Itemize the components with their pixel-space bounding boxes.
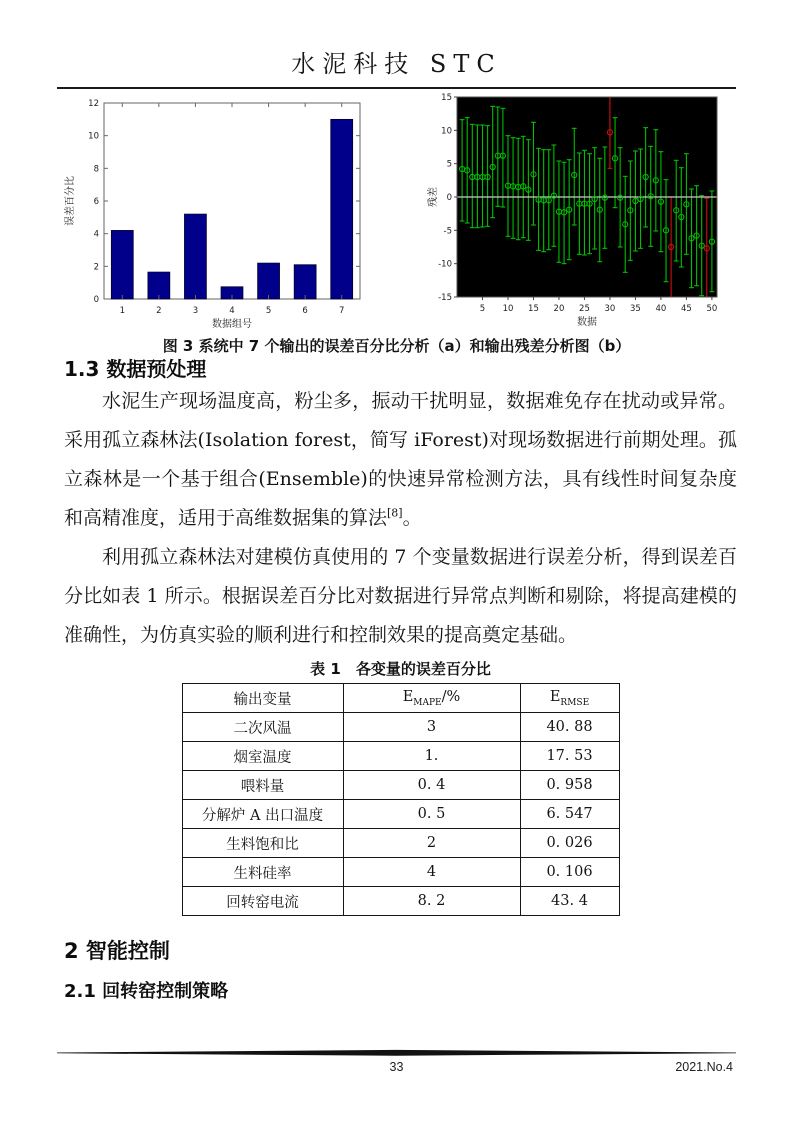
y-tick-label: 8 <box>93 164 99 175</box>
col-header-emape <box>343 684 520 713</box>
x-tick-label: 10 <box>502 304 514 314</box>
paragraph-1-tail: 。 <box>402 507 422 529</box>
bar <box>294 265 316 299</box>
ermse-cell: 40. 88 <box>520 713 619 742</box>
output-variable-cell: 喂料量 <box>182 771 343 800</box>
emape-cell: 4 <box>343 858 520 887</box>
x-tick-label: 35 <box>630 304 641 314</box>
x-tick-label: 25 <box>579 304 590 314</box>
journal-title: 水泥科技 STC <box>291 50 502 78</box>
citation-ref-8: [8] <box>387 506 403 520</box>
ermse-cell: 0. 106 <box>520 858 619 887</box>
y-tick-label: -5 <box>443 226 452 237</box>
emape-cell: 3 <box>343 713 520 742</box>
emape-base: E <box>402 688 414 705</box>
bar <box>184 214 206 299</box>
output-variable-cell: 烟室温度 <box>182 742 343 771</box>
body-content <box>64 356 737 1004</box>
bar <box>111 230 133 299</box>
y-tick-label: 6 <box>93 197 99 207</box>
output-variable-cell: 回转窑电流 <box>182 887 343 916</box>
x-tick-label: 40 <box>655 304 667 314</box>
bar <box>258 263 280 299</box>
page-number: 33 <box>389 1060 404 1074</box>
y-tick-label: 10 <box>88 131 99 142</box>
y-tick-label: 15 <box>441 93 452 103</box>
emape-suffix: /% <box>441 688 461 705</box>
x-tick-label: 4 <box>229 306 235 316</box>
residual-errorbar-chart <box>427 92 745 333</box>
y-tick-label: 0 <box>446 193 452 203</box>
x-tick-label: 15 <box>528 304 539 314</box>
ermse-cell: 6. 547 <box>520 800 619 829</box>
x-tick-label: 7 <box>339 306 345 316</box>
output-variable-cell: 二次风温 <box>182 713 343 742</box>
bar <box>148 272 170 299</box>
figure-caption: 图 3 系统中 7 个输出的误差百分比分析（a）和输出残差分析图（b） <box>162 337 631 355</box>
y-tick-label: 12 <box>88 99 99 109</box>
table-row <box>182 800 619 829</box>
section-heading-2: 2 智能控制 <box>64 939 170 963</box>
paragraph-2: 利用孤立森林法对建模仿真使用的 7 个变量数据进行误差分析，得到误差百分比如表 1 所示。根据误差百分比对数据进行异常点判断和剔除，将提高建模的准确性，为仿真实验的顺利进行和控制效果的提高奠定基础。 <box>64 546 737 646</box>
y-axis-label: 残差 <box>428 187 439 207</box>
emape-cell: 0. 4 <box>343 771 520 800</box>
table-title: 表 1 各变量的误差百分比 <box>310 660 491 678</box>
y-axis-label: 误差百分比 <box>65 176 76 226</box>
section-heading-2-1: 2.1 回转窑控制策略 <box>64 981 229 1002</box>
ermse-cell: 0. 958 <box>520 771 619 800</box>
y-tick-label: -15 <box>438 293 452 303</box>
ermse-cell: 43. 4 <box>520 887 619 916</box>
y-tick-label: 10 <box>441 126 452 137</box>
emape-cell: 0. 5 <box>343 800 520 829</box>
ermse-cell: 0. 026 <box>520 829 619 858</box>
x-tick-label: 2 <box>156 306 162 316</box>
x-tick-label: 1 <box>119 306 125 316</box>
x-tick-label: 30 <box>604 304 616 314</box>
ermse-cell: 17. 53 <box>520 742 619 771</box>
footer-rule <box>57 1049 736 1057</box>
table-header-row <box>182 684 619 713</box>
emape-cell: 1. <box>343 742 520 771</box>
section-heading-1-3: 1.3 数据预处理 <box>64 357 207 381</box>
paragraph-1-text: 水泥生产现场温度高，粉尘多，振动干扰明显，数据难免存在扰动或异常。采用孤立森林法(Isolation forest，简写 iForest)对现场数据进行前期处理。孤立森林是一个基于组合(Ensemble)的快速异常检测方法，具有线性时间复杂度和高精准度，适用于高维数据集的算法 <box>64 390 737 529</box>
error-percentage-bar-chart <box>60 97 380 333</box>
x-tick-label: 5 <box>479 304 486 314</box>
y-tick-label: 4 <box>93 229 99 240</box>
plot-box <box>104 103 360 299</box>
y-tick-label: -10 <box>438 259 452 270</box>
table-row <box>182 887 619 916</box>
header-rule <box>57 87 736 89</box>
y-tick-label: 5 <box>446 159 452 170</box>
x-tick-label: 45 <box>680 304 692 314</box>
x-tick-label: 6 <box>302 306 308 316</box>
y-tick-label: 0 <box>93 295 99 305</box>
ermse-base: E <box>549 688 561 705</box>
x-axis-label: 数据 <box>577 317 597 328</box>
x-tick-label: 20 <box>553 304 565 314</box>
table-row <box>182 713 619 742</box>
x-tick-label: 5 <box>265 306 272 316</box>
output-variable-cell: 生料硅率 <box>182 858 343 887</box>
emape-cell: 8. 2 <box>343 887 520 916</box>
issue-label: 2021.No.4 <box>675 1060 733 1074</box>
x-tick-label: 3 <box>192 306 199 316</box>
x-tick-label: 50 <box>706 304 718 314</box>
output-variable-cell: 分解炉 A 出口温度 <box>182 800 343 829</box>
table-row <box>182 858 619 887</box>
table-row <box>182 771 619 800</box>
output-variable-cell: 生料饱和比 <box>182 829 343 858</box>
col-header-output-variable: 输出变量 <box>182 684 343 713</box>
emape-cell: 2 <box>343 829 520 858</box>
x-axis-label: 数据组号 <box>212 319 252 330</box>
table-body <box>182 713 619 916</box>
table-row <box>182 742 619 771</box>
table-row <box>182 829 619 858</box>
y-tick-label: 2 <box>93 262 99 273</box>
ermse-sub: RMSE <box>560 697 590 708</box>
paragraph-1 <box>64 382 737 538</box>
error-percentage-table <box>182 683 620 916</box>
bar <box>331 119 353 299</box>
emape-sub: MAPE <box>413 697 442 708</box>
col-header-ermse <box>520 684 619 713</box>
